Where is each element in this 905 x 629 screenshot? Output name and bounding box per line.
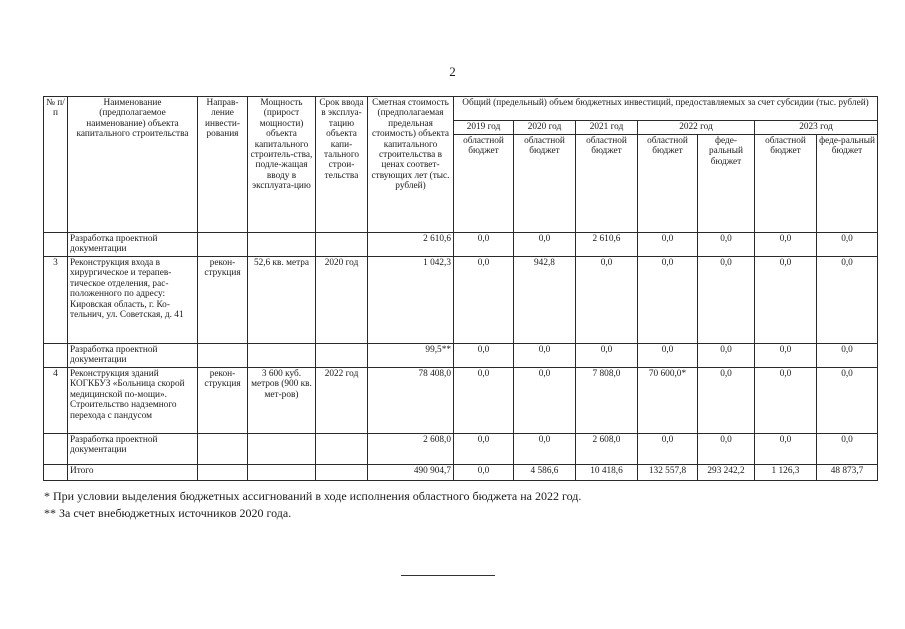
row-number: 3 xyxy=(44,257,68,344)
investment-value: 0,0 xyxy=(454,344,514,368)
estimated-cost: 2 610,6 xyxy=(368,233,454,257)
investment-value: 0,0 xyxy=(514,233,576,257)
investment-value: 132 557,8 xyxy=(638,465,698,481)
commissioning-term xyxy=(316,344,368,368)
header-regional-budget: областной бюджет xyxy=(576,135,638,233)
investment-value: 0,0 xyxy=(755,434,817,465)
header-year-2020: 2020 год xyxy=(514,121,576,135)
investment-value: 0,0 xyxy=(817,368,878,434)
capacity xyxy=(248,465,316,481)
header-direction: Направ-ление инвести-рования xyxy=(198,97,248,233)
row-number xyxy=(44,233,68,257)
header-year-2022: 2022 год xyxy=(638,121,755,135)
investment-value: 0,0 xyxy=(638,233,698,257)
footnote: * При условии выделения бюджетных ассигнований в ходе исполнения областного бюджета на 2022 год. xyxy=(44,489,582,503)
header-year-2021: 2021 год xyxy=(576,121,638,135)
investment-value: 0,0 xyxy=(698,233,755,257)
investment-value: 0,0 xyxy=(514,368,576,434)
commissioning-term: 2020 год xyxy=(316,257,368,344)
investment-value: 0,0 xyxy=(698,257,755,344)
header-term: Срок ввода в эксплуа-тацию объекта капи-тального строи-тельства xyxy=(316,97,368,233)
investment-value: 0,0 xyxy=(755,257,817,344)
investment-value: 0,0 xyxy=(817,257,878,344)
investment-value: 0,0 xyxy=(454,465,514,481)
investment-value: 0,0 xyxy=(817,434,878,465)
capacity: 52,6 кв. метра xyxy=(248,257,316,344)
investment-value: 0,0 xyxy=(576,344,638,368)
investment-value: 0,0 xyxy=(514,434,576,465)
investment-value: 0,0 xyxy=(454,257,514,344)
capacity xyxy=(248,344,316,368)
bottom-divider xyxy=(401,575,495,576)
investment-value: 0,0 xyxy=(817,344,878,368)
capacity: 3 600 куб. метров (900 кв. мет-ров) xyxy=(248,368,316,434)
investment-value: 0,0 xyxy=(638,344,698,368)
table-row xyxy=(44,368,878,434)
investment-direction xyxy=(198,344,248,368)
header-year-2019: 2019 год xyxy=(454,121,514,135)
investment-value: 0,0 xyxy=(755,344,817,368)
investment-value: 0,0 xyxy=(638,257,698,344)
estimated-cost: 490 904,7 xyxy=(368,465,454,481)
budget-investments-table xyxy=(43,96,878,481)
investment-value: 293 242,2 xyxy=(698,465,755,481)
investment-value: 0,0 xyxy=(698,434,755,465)
investment-value: 0,0 xyxy=(755,233,817,257)
header-investments: Общий (предельный) объем бюджетных инвестиций, предоставляемых за счет субсидии (тыс. рублей) xyxy=(454,97,878,121)
investment-value: 942,8 xyxy=(514,257,576,344)
capacity xyxy=(248,434,316,465)
investment-direction xyxy=(198,465,248,481)
investment-value: 0,0 xyxy=(454,233,514,257)
object-name: Разработка проектной документации xyxy=(68,434,198,465)
object-name: Итого xyxy=(68,465,198,481)
investment-value: 0,0 xyxy=(638,434,698,465)
object-name: Реконструкция зданий КОГКБУЗ «Больница скорой медицинской по-мощи». Строительство надземного перехода с пандусом xyxy=(68,368,198,434)
footnotes xyxy=(44,488,581,522)
object-name: Реконструкция входа в хирургическое и терапев-тическое отделения, рас-положенного по адресу: Кировская область, г. Ко-тельнич, ул. Советская, д. 41 xyxy=(68,257,198,344)
object-name: Разработка проектной документации xyxy=(68,344,198,368)
commissioning-term: 2022 год xyxy=(316,368,368,434)
investment-value: 2 608,0 xyxy=(576,434,638,465)
header-cost: Сметная стоимость (предполагаемая предельная стоимость) объекта капитального строительства в ценах соответ-ствующих лет (тыс. рублей) xyxy=(368,97,454,233)
investment-value: 0,0 xyxy=(755,368,817,434)
header-year-2023: 2023 год xyxy=(755,121,878,135)
investment-value: 7 808,0 xyxy=(576,368,638,434)
header-capacity: Мощность (прирост мощности) объекта капитального строитель-ства, подле-жащая вводу в эксплуата-цию xyxy=(248,97,316,233)
table-row xyxy=(44,344,878,368)
header-regional-budget: областной бюджет xyxy=(755,135,817,233)
commissioning-term xyxy=(316,465,368,481)
estimated-cost: 99,5** xyxy=(368,344,454,368)
investment-value: 0,0 xyxy=(817,233,878,257)
header-regional-budget: областной бюджет xyxy=(514,135,576,233)
investment-value: 0,0 xyxy=(576,257,638,344)
header-name: Наименование (предполагаемое наименование) объекта капитального строительства xyxy=(68,97,198,233)
page-number: 2 xyxy=(449,64,456,79)
investment-direction xyxy=(198,233,248,257)
header-num: № п/п xyxy=(44,97,68,233)
table-row xyxy=(44,434,878,465)
estimated-cost: 78 408,0 xyxy=(368,368,454,434)
row-number xyxy=(44,465,68,481)
investment-value: 70 600,0* xyxy=(638,368,698,434)
capacity xyxy=(248,233,316,257)
table-row xyxy=(44,233,878,257)
estimated-cost: 1 042,3 xyxy=(368,257,454,344)
investment-value: 1 126,3 xyxy=(755,465,817,481)
table-row xyxy=(44,257,878,344)
table-row xyxy=(44,465,878,481)
investment-value: 48 873,7 xyxy=(817,465,878,481)
header-regional-budget: областной бюджет xyxy=(638,135,698,233)
investment-direction xyxy=(198,434,248,465)
investment-value: 0,0 xyxy=(698,344,755,368)
investment-value: 0,0 xyxy=(454,368,514,434)
header-federal-budget: феде-ральный бюджет xyxy=(817,135,878,233)
commissioning-term xyxy=(316,434,368,465)
object-name: Разработка проектной документации xyxy=(68,233,198,257)
investment-value: 4 586,6 xyxy=(514,465,576,481)
investment-value: 0,0 xyxy=(454,434,514,465)
row-number xyxy=(44,344,68,368)
investment-value: 10 418,6 xyxy=(576,465,638,481)
estimated-cost: 2 608,0 xyxy=(368,434,454,465)
investment-value: 0,0 xyxy=(698,368,755,434)
investment-direction: рекон-струкция xyxy=(198,368,248,434)
investment-value: 0,0 xyxy=(514,344,576,368)
row-number: 4 xyxy=(44,368,68,434)
investment-direction: рекон-струкция xyxy=(198,257,248,344)
investment-value: 2 610,6 xyxy=(576,233,638,257)
header-regional-budget: областной бюджет xyxy=(454,135,514,233)
header-federal-budget: феде-ральный бюджет xyxy=(698,135,755,233)
footnote: ** За счет внебюджетных источников 2020 года. xyxy=(44,505,292,520)
row-number xyxy=(44,434,68,465)
commissioning-term xyxy=(316,233,368,257)
